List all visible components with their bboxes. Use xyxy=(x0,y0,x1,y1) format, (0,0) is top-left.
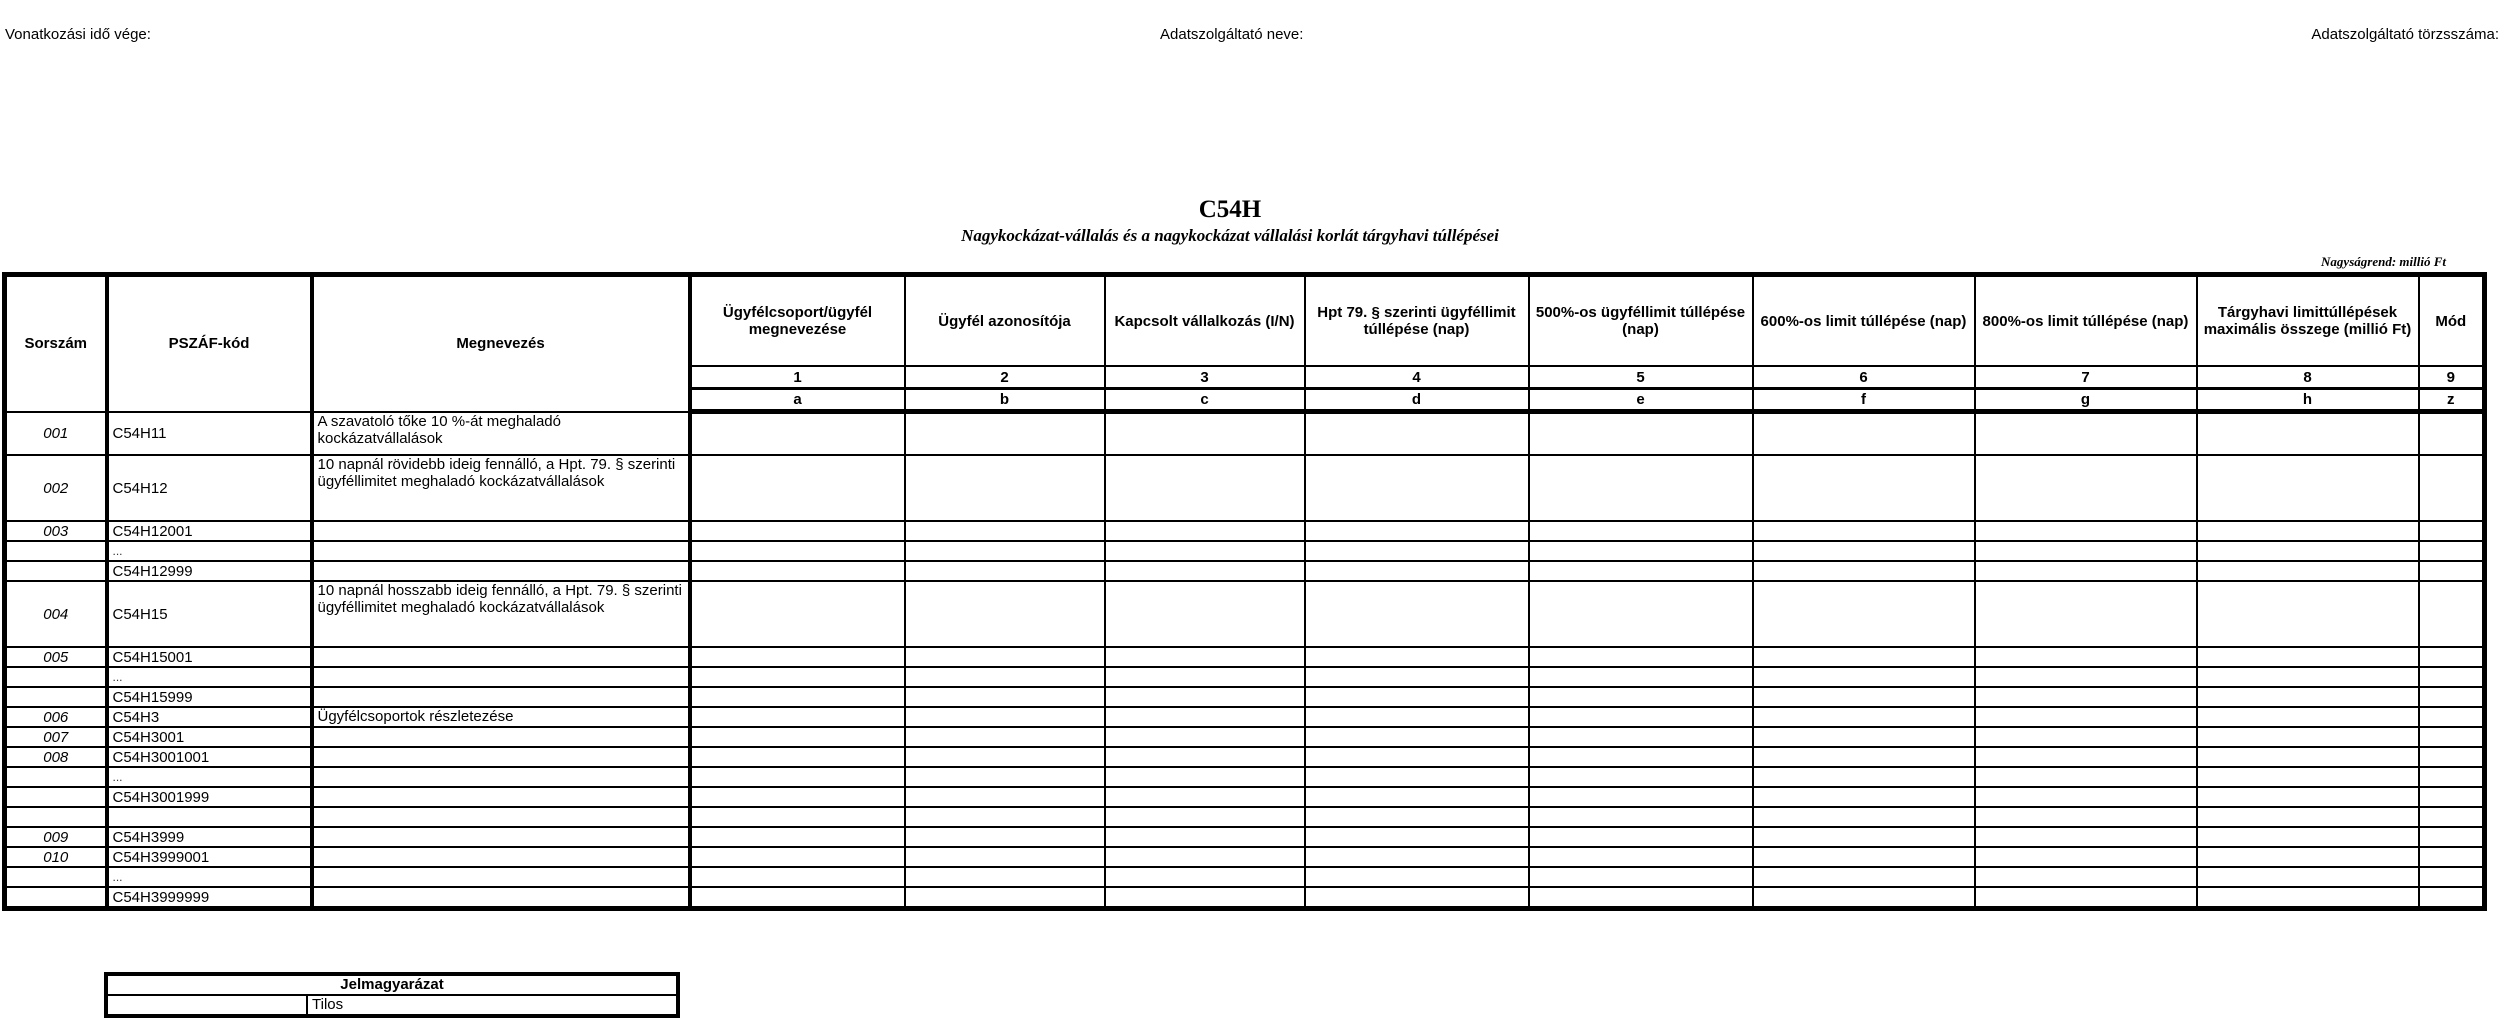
unit-label: Nagyságrend: millió Ft xyxy=(2321,254,2446,269)
data-cell[interactable] xyxy=(1753,787,1975,807)
row-number: 003 xyxy=(5,521,107,541)
data-cell[interactable] xyxy=(1305,707,1529,727)
row-code: C54H3001999 xyxy=(107,787,312,807)
column-letter: b xyxy=(905,389,1105,412)
data-cell[interactable] xyxy=(2197,867,2419,887)
data-cell[interactable] xyxy=(2197,727,2419,747)
data-cell[interactable] xyxy=(1305,561,1529,581)
row-code: C54H12001 xyxy=(107,521,312,541)
col-header-9: Mód xyxy=(2419,275,2485,367)
col-header-6: 600%-os limit túllépése (nap) xyxy=(1753,275,1975,367)
data-cell[interactable] xyxy=(1975,747,2197,767)
data-cell[interactable] xyxy=(1753,667,1975,687)
data-cell[interactable] xyxy=(2419,561,2485,581)
row-number: 002 xyxy=(5,455,107,521)
data-cell[interactable] xyxy=(1105,455,1305,521)
data-cell[interactable] xyxy=(1105,807,1305,827)
data-cell[interactable] xyxy=(905,455,1105,521)
col-header-megnevezes: Megnevezés xyxy=(312,275,690,412)
data-cell[interactable] xyxy=(905,767,1105,787)
data-cell[interactable] xyxy=(690,647,905,667)
data-cell[interactable] xyxy=(1305,867,1529,887)
data-cell[interactable] xyxy=(1975,455,2197,521)
data-cell[interactable] xyxy=(690,521,905,541)
row-code: C54H3999 xyxy=(107,827,312,847)
data-cell[interactable] xyxy=(2419,767,2485,787)
data-cell[interactable] xyxy=(690,807,905,827)
data-cell[interactable] xyxy=(1753,541,1975,561)
data-cell[interactable] xyxy=(1753,647,1975,667)
data-cell[interactable] xyxy=(690,827,905,847)
data-cell[interactable] xyxy=(1753,747,1975,767)
data-cell[interactable] xyxy=(905,867,1105,887)
row-number: 008 xyxy=(5,747,107,767)
data-cell[interactable] xyxy=(2197,561,2419,581)
data-cell[interactable] xyxy=(905,727,1105,747)
data-cell[interactable] xyxy=(1105,827,1305,847)
data-cell[interactable] xyxy=(1305,887,1529,909)
column-letter: d xyxy=(1305,389,1529,412)
row-code: C54H15999 xyxy=(107,687,312,707)
row-number xyxy=(5,667,107,687)
data-cell[interactable] xyxy=(1753,455,1975,521)
data-cell[interactable] xyxy=(1975,707,2197,727)
table-row xyxy=(5,581,2485,647)
row-number xyxy=(5,867,107,887)
row-number xyxy=(5,787,107,807)
data-cell[interactable] xyxy=(2419,807,2485,827)
row-code: C54H3001 xyxy=(107,727,312,747)
data-cell[interactable] xyxy=(1529,767,1753,787)
data-cell[interactable] xyxy=(2419,412,2485,456)
data-cell[interactable] xyxy=(2419,521,2485,541)
data-cell[interactable] xyxy=(1105,647,1305,667)
row-description xyxy=(312,561,690,581)
data-cell[interactable] xyxy=(2419,887,2485,909)
data-cell[interactable] xyxy=(905,847,1105,867)
row-description xyxy=(312,687,690,707)
table-row xyxy=(5,561,2485,581)
data-cell[interactable] xyxy=(2197,455,2419,521)
data-cell[interactable] xyxy=(2197,807,2419,827)
data-cell[interactable] xyxy=(905,561,1105,581)
data-cell[interactable] xyxy=(905,581,1105,647)
data-cell[interactable] xyxy=(1529,412,1753,456)
data-cell[interactable] xyxy=(1305,541,1529,561)
data-cell[interactable] xyxy=(1529,561,1753,581)
data-cell[interactable] xyxy=(1305,727,1529,747)
table-row xyxy=(5,667,2485,687)
col-header-7: 800%-os limit túllépése (nap) xyxy=(1975,275,2197,367)
data-cell[interactable] xyxy=(1975,687,2197,707)
data-cell[interactable] xyxy=(2197,827,2419,847)
data-cell[interactable] xyxy=(1105,767,1305,787)
data-cell[interactable] xyxy=(1105,521,1305,541)
data-cell[interactable] xyxy=(2197,541,2419,561)
data-cell[interactable] xyxy=(2197,647,2419,667)
row-code: C54H3001001 xyxy=(107,747,312,767)
row-number xyxy=(5,541,107,561)
report-table xyxy=(2,272,2487,911)
data-cell[interactable] xyxy=(1529,581,1753,647)
data-cell[interactable] xyxy=(690,727,905,747)
table-row xyxy=(5,521,2485,541)
provider-id-label: Adatszolgáltató törzsszáma: xyxy=(2311,26,2499,43)
row-code: ... xyxy=(107,767,312,787)
data-cell[interactable] xyxy=(2419,687,2485,707)
data-cell[interactable] xyxy=(690,455,905,521)
data-cell[interactable] xyxy=(1305,787,1529,807)
row-code: C54H3999999 xyxy=(107,887,312,909)
data-cell[interactable] xyxy=(1975,847,2197,867)
table-row xyxy=(5,827,2485,847)
data-cell[interactable] xyxy=(1305,667,1529,687)
column-letter: h xyxy=(2197,389,2419,412)
row-description xyxy=(312,807,690,827)
data-cell[interactable] xyxy=(1975,647,2197,667)
data-cell[interactable] xyxy=(2419,667,2485,687)
data-cell[interactable] xyxy=(2419,747,2485,767)
data-cell[interactable] xyxy=(1105,707,1305,727)
row-description xyxy=(312,727,690,747)
row-number: 005 xyxy=(5,647,107,667)
row-number xyxy=(5,687,107,707)
row-description: 10 napnál hosszabb ideig fennálló, a Hpt. 79. § szerinti ügyféllimitet meghaladó kockázatvállalások xyxy=(312,581,690,647)
data-cell[interactable] xyxy=(1105,667,1305,687)
data-cell[interactable] xyxy=(1753,887,1975,909)
data-cell[interactable] xyxy=(2419,867,2485,887)
data-cell[interactable] xyxy=(2197,667,2419,687)
data-cell[interactable] xyxy=(905,667,1105,687)
row-code: C54H12999 xyxy=(107,561,312,581)
legend-item: Tilos xyxy=(307,995,678,1016)
row-number xyxy=(5,561,107,581)
data-cell[interactable] xyxy=(1305,687,1529,707)
row-number: 006 xyxy=(5,707,107,727)
row-code: ... xyxy=(107,667,312,687)
data-cell[interactable] xyxy=(905,747,1105,767)
data-cell[interactable] xyxy=(1105,412,1305,456)
data-cell[interactable] xyxy=(1105,787,1305,807)
column-number: 1 xyxy=(690,366,905,389)
data-cell[interactable] xyxy=(905,827,1105,847)
col-header-5: 500%-os ügyféllimit túllépése (nap) xyxy=(1529,275,1753,367)
row-description xyxy=(312,667,690,687)
row-number: 009 xyxy=(5,827,107,847)
row-description xyxy=(312,887,690,909)
data-cell[interactable] xyxy=(1975,887,2197,909)
data-cell[interactable] xyxy=(905,707,1105,727)
row-number: 004 xyxy=(5,581,107,647)
col-header-sorszam: Sorszám xyxy=(5,275,107,412)
legend-table xyxy=(104,972,680,1018)
data-cell[interactable] xyxy=(1105,561,1305,581)
column-letter: e xyxy=(1529,389,1753,412)
row-description xyxy=(312,521,690,541)
row-number xyxy=(5,807,107,827)
data-cell[interactable] xyxy=(1529,727,1753,747)
report-rows xyxy=(5,412,2485,909)
table-row xyxy=(5,541,2485,561)
data-cell[interactable] xyxy=(2419,541,2485,561)
table-row xyxy=(5,647,2485,667)
data-cell[interactable] xyxy=(905,541,1105,561)
data-cell[interactable] xyxy=(690,667,905,687)
data-cell[interactable] xyxy=(2419,847,2485,867)
table-row xyxy=(5,887,2485,909)
data-cell[interactable] xyxy=(1305,847,1529,867)
data-cell[interactable] xyxy=(2419,581,2485,647)
data-cell[interactable] xyxy=(1105,541,1305,561)
column-letter: c xyxy=(1105,389,1305,412)
data-cell[interactable] xyxy=(2197,767,2419,787)
column-number: 5 xyxy=(1529,366,1753,389)
data-cell[interactable] xyxy=(1305,521,1529,541)
data-cell[interactable] xyxy=(690,707,905,727)
data-cell[interactable] xyxy=(1753,412,1975,456)
data-cell[interactable] xyxy=(1753,581,1975,647)
table-row xyxy=(5,727,2485,747)
data-cell[interactable] xyxy=(1529,847,1753,867)
data-cell[interactable] xyxy=(1529,455,1753,521)
data-cell[interactable] xyxy=(1753,707,1975,727)
col-header-8: Tárgyhavi limittúllépések maximális összege (millió Ft) xyxy=(2197,275,2419,367)
table-row xyxy=(5,747,2485,767)
data-cell[interactable] xyxy=(2197,707,2419,727)
data-cell[interactable] xyxy=(1975,767,2197,787)
data-cell[interactable] xyxy=(690,561,905,581)
data-cell[interactable] xyxy=(1305,747,1529,767)
data-cell[interactable] xyxy=(1529,867,1753,887)
data-cell[interactable] xyxy=(1529,541,1753,561)
row-description xyxy=(312,847,690,867)
data-cell[interactable] xyxy=(1529,687,1753,707)
data-cell[interactable] xyxy=(1529,827,1753,847)
data-cell[interactable] xyxy=(1975,807,2197,827)
data-cell[interactable] xyxy=(1105,887,1305,909)
data-cell[interactable] xyxy=(1529,807,1753,827)
row-number: 001 xyxy=(5,412,107,456)
row-description xyxy=(312,867,690,887)
data-cell[interactable] xyxy=(1529,887,1753,909)
data-cell[interactable] xyxy=(1305,647,1529,667)
data-cell[interactable] xyxy=(1529,787,1753,807)
row-code: ... xyxy=(107,867,312,887)
row-number xyxy=(5,767,107,787)
data-cell[interactable] xyxy=(905,787,1105,807)
data-cell[interactable] xyxy=(1753,867,1975,887)
data-cell[interactable] xyxy=(1753,827,1975,847)
data-cell[interactable] xyxy=(2197,687,2419,707)
reference-period-label: Vonatkozási idő vége: xyxy=(5,26,151,43)
data-cell[interactable] xyxy=(2197,787,2419,807)
data-cell[interactable] xyxy=(1305,807,1529,827)
data-cell[interactable] xyxy=(905,807,1105,827)
row-code: C54H3999001 xyxy=(107,847,312,867)
data-cell[interactable] xyxy=(2197,747,2419,767)
column-number: 2 xyxy=(905,366,1105,389)
data-cell[interactable] xyxy=(1753,807,1975,827)
data-cell[interactable] xyxy=(1975,787,2197,807)
data-cell[interactable] xyxy=(2197,412,2419,456)
row-number: 007 xyxy=(5,727,107,747)
form-code: C54H xyxy=(1198,196,1262,223)
data-cell[interactable] xyxy=(1305,767,1529,787)
row-description xyxy=(312,787,690,807)
data-cell[interactable] xyxy=(690,867,905,887)
table-row xyxy=(5,687,2485,707)
row-description xyxy=(312,827,690,847)
row-description xyxy=(312,767,690,787)
data-cell[interactable] xyxy=(1753,767,1975,787)
data-cell[interactable] xyxy=(1305,581,1529,647)
legend-swatch xyxy=(106,995,307,1016)
column-letter: z xyxy=(2419,389,2485,412)
data-cell[interactable] xyxy=(1105,727,1305,747)
data-cell[interactable] xyxy=(2419,727,2485,747)
column-number: 6 xyxy=(1753,366,1975,389)
table-row xyxy=(5,847,2485,867)
legend-title: Jelmagyarázat xyxy=(106,974,678,995)
data-cell[interactable] xyxy=(1753,847,1975,867)
row-code xyxy=(107,807,312,827)
data-cell[interactable] xyxy=(690,887,905,909)
data-cell[interactable] xyxy=(2419,647,2485,667)
data-cell[interactable] xyxy=(1753,521,1975,541)
col-header-1: Ügyfélcsoport/ügyfél megnevezése xyxy=(690,275,905,367)
data-cell[interactable] xyxy=(1975,827,2197,847)
row-number: 010 xyxy=(5,847,107,867)
data-cell[interactable] xyxy=(905,887,1105,909)
data-cell[interactable] xyxy=(1105,747,1305,767)
data-cell[interactable] xyxy=(690,412,905,456)
data-cell[interactable] xyxy=(1305,455,1529,521)
col-header-4: Hpt 79. § szerinti ügyféllimit túllépése (nap) xyxy=(1305,275,1529,367)
data-cell[interactable] xyxy=(1975,581,2197,647)
column-number: 3 xyxy=(1105,366,1305,389)
column-letter: g xyxy=(1975,389,2197,412)
col-header-3: Kapcsolt vállalkozás (I/N) xyxy=(1105,275,1305,367)
data-cell[interactable] xyxy=(905,412,1105,456)
data-cell[interactable] xyxy=(1753,687,1975,707)
data-cell[interactable] xyxy=(1975,667,2197,687)
row-description: Ügyfélcsoportok részletezése xyxy=(312,707,690,727)
data-cell[interactable] xyxy=(1529,667,1753,687)
data-cell[interactable] xyxy=(2197,581,2419,647)
table-row xyxy=(5,412,2485,456)
row-description: 10 napnál rövidebb ideig fennálló, a Hpt. 79. § szerinti ügyféllimitet meghaladó kockázatvállalások xyxy=(312,455,690,521)
row-number xyxy=(5,887,107,909)
data-cell[interactable] xyxy=(1975,412,2197,456)
data-cell[interactable] xyxy=(1529,747,1753,767)
column-number: 4 xyxy=(1305,366,1529,389)
table-row xyxy=(5,867,2485,887)
data-cell[interactable] xyxy=(690,847,905,867)
data-cell[interactable] xyxy=(690,541,905,561)
data-cell[interactable] xyxy=(690,747,905,767)
col-header-pszaf: PSZÁF-kód xyxy=(107,275,312,412)
data-cell[interactable] xyxy=(2419,707,2485,727)
column-letter: a xyxy=(690,389,905,412)
table-row xyxy=(5,787,2485,807)
row-code: ... xyxy=(107,541,312,561)
data-cell[interactable] xyxy=(690,581,905,647)
row-code: C54H15001 xyxy=(107,647,312,667)
data-cell[interactable] xyxy=(690,767,905,787)
data-cell[interactable] xyxy=(1105,581,1305,647)
data-cell[interactable] xyxy=(690,687,905,707)
col-header-2: Ügyfél azonosítója xyxy=(905,275,1105,367)
column-number: 9 xyxy=(2419,366,2485,389)
row-code: C54H12 xyxy=(107,455,312,521)
table-row xyxy=(5,455,2485,521)
table-row xyxy=(5,707,2485,727)
row-code: C54H11 xyxy=(107,412,312,456)
form-subtitle: Nagykockázat-vállalás és a nagykockázat vállalási korlát tárgyhavi túllépései xyxy=(961,226,1499,245)
data-cell[interactable] xyxy=(1975,541,2197,561)
data-cell[interactable] xyxy=(1105,687,1305,707)
row-description xyxy=(312,647,690,667)
data-cell[interactable] xyxy=(2419,787,2485,807)
data-cell[interactable] xyxy=(1975,521,2197,541)
data-cell[interactable] xyxy=(2197,887,2419,909)
data-cell[interactable] xyxy=(1305,827,1529,847)
data-cell[interactable] xyxy=(1975,727,2197,747)
column-letter: f xyxy=(1753,389,1975,412)
data-cell[interactable] xyxy=(2197,847,2419,867)
row-description xyxy=(312,747,690,767)
data-cell[interactable] xyxy=(1753,561,1975,581)
data-cell[interactable] xyxy=(1975,867,2197,887)
data-cell[interactable] xyxy=(1529,521,1753,541)
data-cell[interactable] xyxy=(1753,727,1975,747)
data-cell[interactable] xyxy=(905,647,1105,667)
column-number: 8 xyxy=(2197,366,2419,389)
data-cell[interactable] xyxy=(2419,827,2485,847)
data-cell[interactable] xyxy=(1975,561,2197,581)
data-cell[interactable] xyxy=(1529,647,1753,667)
row-description: A szavatoló tőke 10 %-át meghaladó kockázatvállalások xyxy=(312,412,690,456)
row-description xyxy=(312,541,690,561)
table-row xyxy=(5,807,2485,827)
data-cell[interactable] xyxy=(2197,521,2419,541)
row-code: C54H15 xyxy=(107,581,312,647)
data-cell[interactable] xyxy=(690,787,905,807)
row-code: C54H3 xyxy=(107,707,312,727)
table-row xyxy=(5,767,2485,787)
data-cell[interactable] xyxy=(1105,847,1305,867)
data-cell[interactable] xyxy=(905,521,1105,541)
data-cell[interactable] xyxy=(1529,707,1753,727)
data-cell[interactable] xyxy=(2419,455,2485,521)
data-cell[interactable] xyxy=(905,687,1105,707)
data-cell[interactable] xyxy=(1105,867,1305,887)
provider-name-label: Adatszolgáltató neve: xyxy=(1160,26,1304,43)
column-number: 7 xyxy=(1975,366,2197,389)
data-cell[interactable] xyxy=(1305,412,1529,456)
